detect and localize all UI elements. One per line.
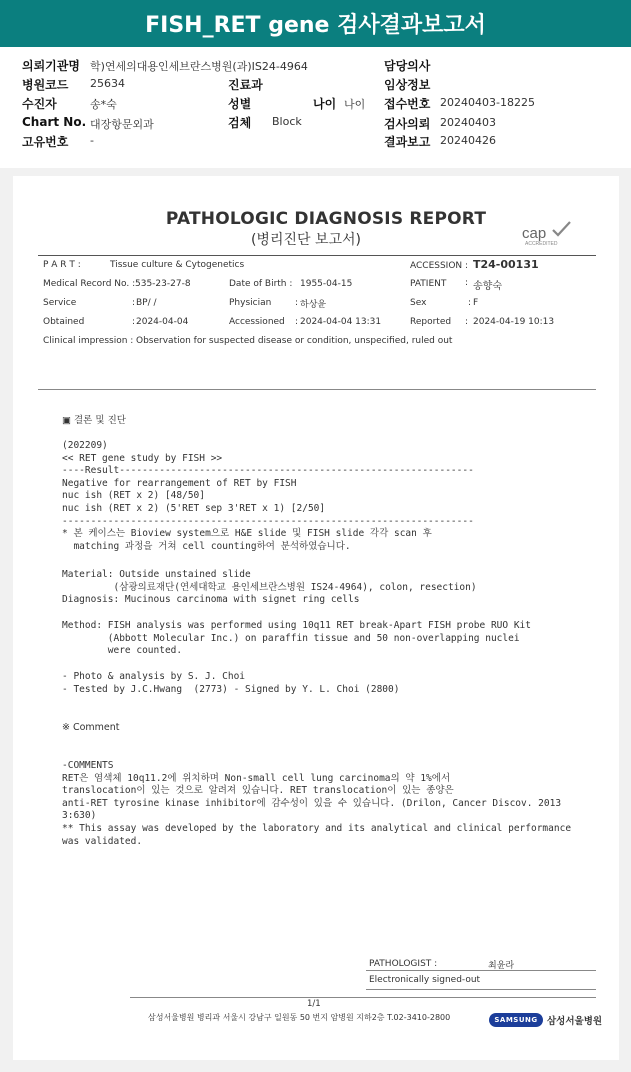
- samsung-logo: SAMSUNG: [489, 1013, 543, 1027]
- report-subtitle: (병리진단 보고서): [250, 232, 362, 248]
- signoff-divider-bottom: [366, 989, 596, 990]
- obtained-label: Obtained: [43, 317, 85, 327]
- reported-colon: :: [465, 317, 469, 327]
- unique-number-label: 고유번호: [22, 135, 69, 149]
- service-label: Service: [43, 298, 77, 308]
- cap-logo-text: cap: [522, 225, 547, 242]
- divider-info-bottom: [38, 389, 596, 390]
- cap-accredited-logo: [520, 218, 580, 250]
- dob-value: 1955-04-15: [300, 279, 353, 289]
- clinical-info-label: 임상정보: [384, 78, 431, 92]
- accessioned-colon: :: [295, 317, 299, 327]
- unique-number-value: -: [90, 134, 94, 147]
- report-title: PATHOLOGIC DIAGNOSIS REPORT: [165, 209, 487, 229]
- chart-no-label: Chart No.: [22, 115, 87, 129]
- age-label: 나이: [313, 97, 337, 111]
- divider-top: [38, 255, 596, 256]
- clinical-impression-value: Observation for suspected disease or condition, unspecified, ruled out: [136, 336, 453, 346]
- footer-address: 삼성서울병원 병리과 서울시 강남구 일원동 50 번지 암병원 지하2층 T.02-3410-2800: [148, 1013, 451, 1022]
- report-banner-title: FISH_RET gene 검사결과보고서: [0, 0, 631, 47]
- patient-name-value: 송향숙: [473, 281, 502, 292]
- mrn-label: Medical Record No. :: [43, 279, 136, 289]
- hospital-code-value: 25634: [90, 77, 125, 90]
- signatures-block: - Photo & analysis by S. J. Choi - Tested by J.C.Hwang (2773) - Signed by Y. L. Choi (2800): [62, 671, 400, 695]
- sex-colon: :: [468, 298, 472, 308]
- part-label: P A R T :: [43, 260, 81, 270]
- physician-value: 하상윤: [300, 300, 327, 310]
- page-number: 1/1: [307, 999, 321, 1009]
- reported-label: Reported: [410, 317, 452, 327]
- reported-value: 2024-04-19 10:13: [473, 317, 555, 327]
- specimen-label: 검체: [228, 116, 252, 130]
- institution-value: 학)연세의대용인세브란스병원(과)IS24-4964: [90, 60, 308, 73]
- age-value: 나이: [344, 98, 366, 111]
- physician-colon: :: [295, 298, 299, 308]
- method-block: Method: FISH analysis was performed using 10q11 RET break-Apart FISH probe RUO Kit (Abbott Molecular Inc.) on paraffin tissue and 50 non-overlapping nuclei were counted.: [62, 620, 531, 657]
- receipt-number-label: 접수번호: [384, 97, 431, 111]
- clinical-impression-label: Clinical impression :: [43, 336, 134, 346]
- service-colon: :: [132, 298, 136, 308]
- request-date-value: 20240403: [440, 116, 496, 129]
- pathologist-value: 최윤라: [488, 961, 515, 971]
- sex-value: F: [473, 298, 479, 308]
- result-block: (202209) << RET gene study by FISH >> ----Result-------------------------------------------------------------- Negative for rearrangement of RET by FISH nuc ish (RET x 2) [48/50] nuc ish (RET x 2) (5'RET sep 3'RET x 1) [2/50] ------------------------------------------------------------------------ * 본 케이스는 Bioview system으로 H&E slide 및 FISH slide 각각 scan 후 matching 과정을 거쳐 cell counting하여 분석하였습니다.: [62, 440, 474, 552]
- request-info-header: [0, 55, 631, 169]
- service-value: BP/ /: [136, 298, 157, 308]
- accession-colon: :: [465, 261, 469, 271]
- sex-label: Sex: [410, 298, 427, 308]
- obtained-colon: :: [132, 317, 136, 327]
- physician-label: Physician: [229, 298, 272, 308]
- mrn-value: 535-23-27-8: [135, 279, 191, 289]
- accessioned-label: Accessioned: [229, 317, 285, 327]
- report-date-label: 결과보고: [384, 135, 431, 149]
- section-comment-heading: ※ Comment: [62, 722, 120, 733]
- hospital-logo-text: 삼성서울병원: [547, 1016, 603, 1027]
- patient-name-label: PATIENT: [410, 279, 447, 289]
- footer-divider: [130, 997, 596, 998]
- doctor-label: 담당의사: [384, 59, 431, 73]
- gender-label: 성별: [228, 97, 252, 111]
- institution-label: 의뢰기관명: [22, 59, 80, 73]
- patient-name-colon: :: [465, 278, 469, 288]
- request-date-label: 검사의뢰: [384, 117, 431, 131]
- pathologist-label: PATHOLOGIST :: [369, 959, 438, 969]
- patient-value: 송*숙: [90, 98, 117, 111]
- cap-accredited-text: ACCREDITED: [525, 241, 558, 246]
- material-diagnosis-block: Material: Outside unstained slide (삼광의료재단(연세대학교 용인세브란스병원 IS24-4964), colon, resection) Diagnosis: Mucinous carcinoma with signet ring cells: [62, 569, 477, 606]
- accession-label: ACCESSION: [410, 261, 463, 271]
- comments-block: -COMMENTS RET은 염색체 10q11.2에 위치하며 Non-small cell lung carcinoma의 약 1%에서 translocation이 있는 것으로 알려져 있습니다. RET translocation이 있는 종양은 anti-RET tyrosine kinase inhibitor에 감수성이 있을 수 있습니다. (Drilon, Cancer Discov. 2013 3:630) ** This assay was developed by the laboratory and its analytical and clinical performance was validated.: [62, 760, 572, 847]
- specimen-value: Block: [272, 115, 302, 128]
- chart-no-value: 대장항문외과: [90, 118, 154, 131]
- signoff-divider: [366, 970, 596, 971]
- accession-value: T24-00131: [473, 258, 539, 271]
- accessioned-value: 2024-04-04 13:31: [300, 317, 382, 327]
- hospital-code-label: 병원코드: [22, 78, 69, 92]
- electronic-signoff: Electronically signed-out: [369, 975, 481, 985]
- dob-label: Date of Birth :: [229, 279, 293, 289]
- report-date-value: 20240426: [440, 134, 496, 147]
- section-conclusion-heading: ▣ 결론 및 진단: [62, 415, 126, 426]
- receipt-number-value: 20240403-18225: [440, 96, 535, 109]
- part-value: Tissue culture & Cytogenetics: [110, 260, 245, 270]
- department-label: 진료과: [228, 78, 263, 92]
- obtained-value: 2024-04-04: [136, 317, 189, 327]
- patient-label: 수진자: [22, 97, 57, 111]
